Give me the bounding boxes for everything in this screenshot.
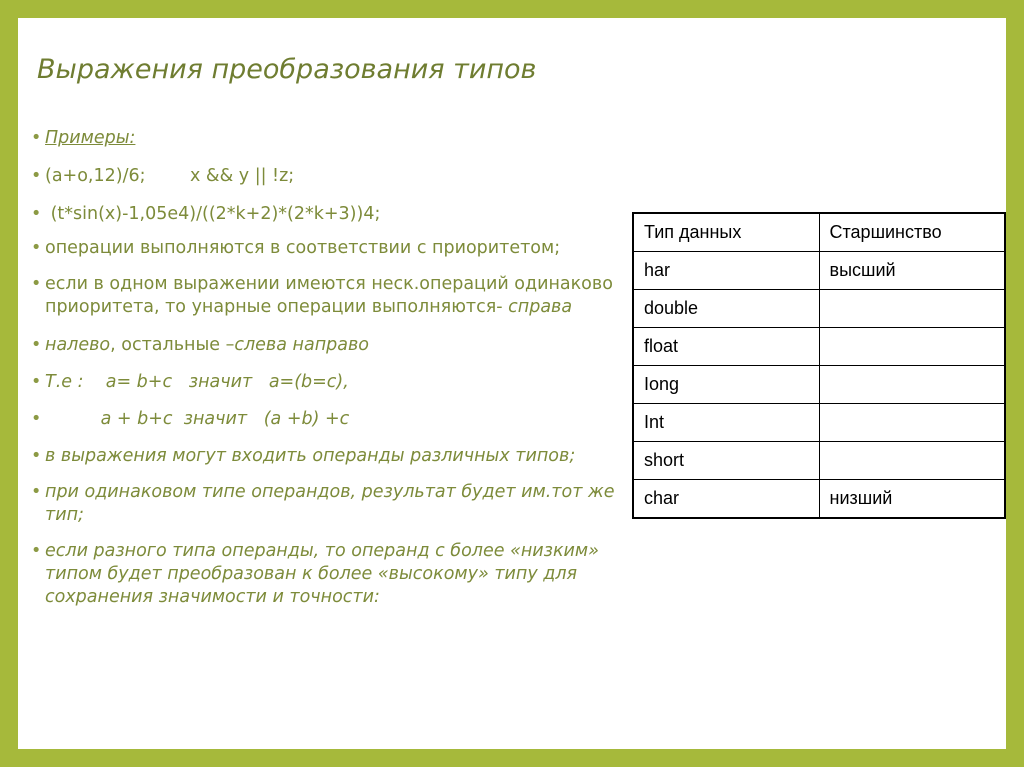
bullet-item [31, 127, 625, 150]
bullet-item [31, 273, 625, 319]
rank-cell [819, 404, 1005, 442]
rank-cell [819, 442, 1005, 480]
bullet-text-italic: Т.е : а= b+c значит а=(b=c), [45, 372, 349, 392]
table-row [633, 290, 1005, 328]
rank-cell: низший [819, 480, 1005, 519]
bullet-text: операции выполняются в соответствии с приоритетом; [45, 238, 561, 258]
type-cell: double [633, 290, 819, 328]
bullet-item [31, 165, 625, 188]
slide-title: Выражения преобразования типов [37, 54, 537, 85]
bullet-item [31, 408, 625, 431]
table-row [633, 404, 1005, 442]
bullet-text: , остальные – [110, 335, 235, 355]
bullet-text: (t*sin(x)-1,05e4)/((2*k+2)*(2*k+3))4; [45, 204, 381, 224]
type-cell: char [633, 480, 819, 519]
rank-cell [819, 290, 1005, 328]
type-cell: har [633, 252, 819, 290]
table-row [633, 252, 1005, 290]
bullet-item [31, 203, 625, 226]
rank-cell [819, 328, 1005, 366]
rank-cell: высший [819, 252, 1005, 290]
table-row [633, 366, 1005, 404]
bullet-text-italic: а + b+c значит (а +b) +c [45, 409, 350, 429]
type-cell: float [633, 328, 819, 366]
bullet-text-italic: в выражения могут входить операнды различных типов; [45, 446, 576, 466]
bullet-item [31, 334, 625, 357]
data-types-table [632, 212, 1006, 519]
type-cell: Iong [633, 366, 819, 404]
type-cell: Int [633, 404, 819, 442]
table-row [633, 328, 1005, 366]
bullet-text: (а+о,12)/6; х && у || !z; [45, 166, 295, 186]
bullet-text-italic: справа [508, 297, 573, 317]
bullet-item [31, 445, 625, 468]
bullet-text-italic: слева направо [234, 335, 369, 355]
table-header-row [633, 213, 1005, 252]
table-row [633, 480, 1005, 519]
bullet-text-italic: при одинаковом типе операндов, результат будет им.тот же тип; [45, 482, 615, 525]
slide [18, 18, 1006, 749]
bullet-item [31, 540, 625, 609]
bullet-item [31, 237, 625, 260]
table-row [633, 442, 1005, 480]
header-precedence: Старшинство [819, 213, 1005, 252]
bullet-item [31, 371, 625, 394]
bullet-list [31, 127, 625, 609]
bullet-text-italic: налево [45, 335, 111, 355]
examples-label: Примеры: [45, 128, 136, 148]
bullet-text-italic: если разного типа операнды, то операнд с более «низким» типом будет преобразован к более «высокому» типу для сохранения значимости и точности: [45, 541, 599, 607]
type-cell: short [633, 442, 819, 480]
bullet-text: если в одном выражении имеются неск.операций одинаково приоритета, то унарные операции выполняются- [45, 274, 613, 317]
rank-cell [819, 366, 1005, 404]
bullet-item [31, 481, 625, 527]
header-data-type: Тип данных [633, 213, 819, 252]
